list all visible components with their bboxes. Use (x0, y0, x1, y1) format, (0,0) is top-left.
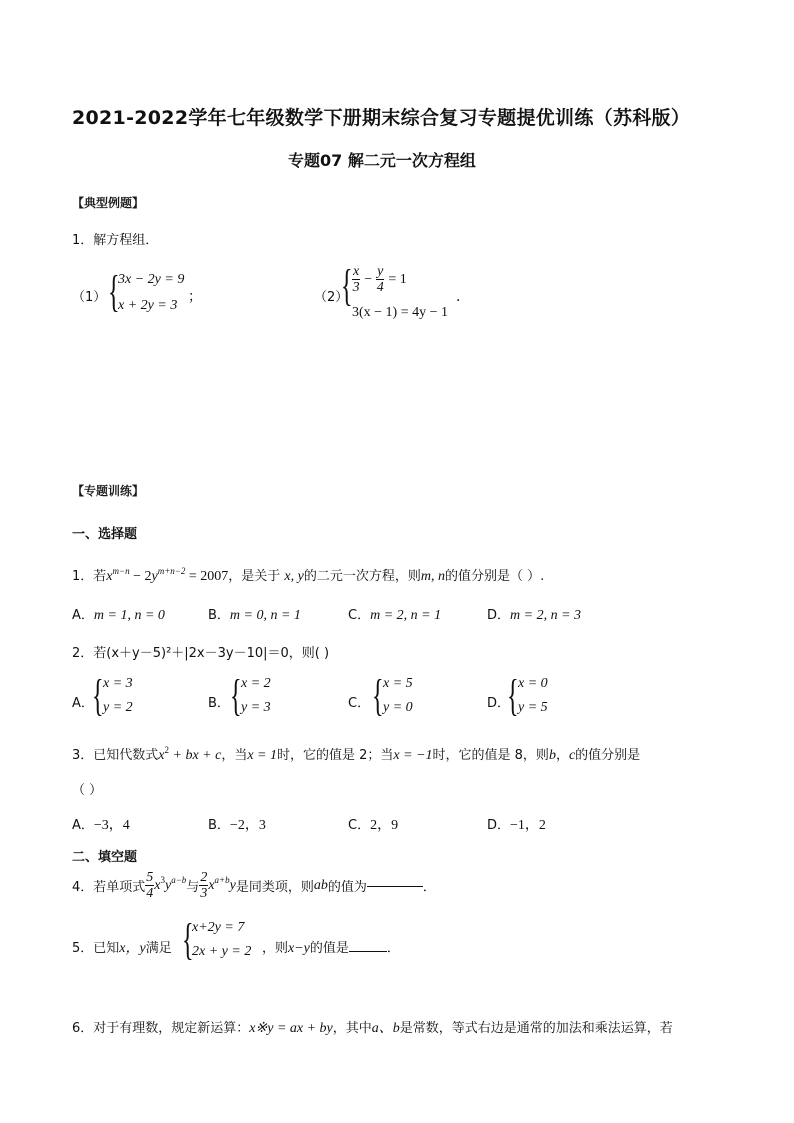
product-ab: ab (313, 877, 328, 893)
question-1-text-c: 的值分别是（ ）. (444, 569, 545, 584)
question-5-end: ． (386, 941, 400, 956)
option-line-1: x = 0 (518, 676, 548, 691)
question-5-tail-group (262, 937, 400, 957)
example-question-1-stem: 1．解方程组． (72, 233, 159, 248)
option-text: m = 2, n = 3 (510, 608, 582, 623)
system-brace: { (341, 261, 353, 310)
fraction-numerator: y (377, 264, 384, 279)
exponent: 2 (164, 745, 169, 755)
var-b: b (548, 748, 556, 763)
question-2-option-c[interactable] (348, 671, 448, 722)
question-5-equation-2: 2x + y = 2 (192, 944, 252, 959)
exponent-2: m+n−2 (157, 566, 186, 576)
question-3-option-c[interactable] (348, 814, 398, 834)
question-2-stem: 2．若(x＋y－5)²＋|2x－3y－10|＝0，则( ) (72, 646, 330, 661)
option-label: D． (487, 696, 511, 711)
question-3-text-c: 时，它的值是 2；当 (277, 748, 394, 763)
example-part-1-end: ； (188, 290, 202, 305)
answer-blank[interactable] (367, 885, 423, 887)
vars-xy: x, y (284, 569, 304, 584)
question-5-prefix: 5．已知 (72, 941, 120, 956)
fraction (352, 264, 360, 295)
condition-1: x = 1 (247, 748, 278, 763)
question-5-equation-1: x+2y = 7 (192, 920, 245, 935)
fraction-denominator: 4 (376, 280, 384, 295)
constants-ab: a、b (371, 1021, 400, 1036)
example-part-1-equation-1: 3x − 2y = 9 (118, 272, 185, 287)
system-brace: { (372, 671, 384, 720)
example-part-2-end: ． (456, 290, 470, 305)
question-6-text-b: 是常数，等式右边是通常的加法和乘法运算，若 (399, 1021, 673, 1036)
option-line-2: y = 5 (518, 700, 548, 715)
section-tag-training: 【专题训练】 (72, 484, 145, 498)
question-4-text-a: 是同类项，则 (235, 880, 314, 895)
vars-xy: x，y (119, 941, 146, 956)
question-3-text-d: 时，它的值是 8，则 (432, 748, 549, 763)
option-label: A． (72, 696, 94, 711)
fraction (199, 870, 208, 901)
fraction-numerator: x (353, 264, 360, 279)
example-part-1-equation-2: x + 2y = 3 (118, 298, 178, 313)
question-1-stem (72, 565, 544, 585)
exponent-1: m−n (112, 566, 130, 576)
example-part-2-label: （2） (314, 290, 349, 305)
option-text: −1，2 (510, 818, 546, 833)
question-4-end: ． (422, 880, 436, 895)
question-5-text-a: ，则 (262, 941, 289, 956)
option-label: A． (72, 608, 94, 623)
fraction-numerator: 5 (146, 870, 154, 885)
option-label: D． (487, 608, 511, 623)
fraction (376, 264, 384, 295)
fraction-denominator: 4 (146, 886, 154, 901)
section-heading-multiple-choice: 一、选择题 (72, 527, 138, 542)
expression-x: x (158, 748, 165, 763)
option-label: D． (487, 818, 511, 833)
system-brace: { (92, 671, 104, 720)
fraction-numerator: 2 (200, 870, 208, 885)
system-brace: { (182, 915, 194, 964)
option-text: 2，9 (370, 818, 399, 833)
question-1-option-d[interactable] (487, 604, 581, 624)
question-3-option-b[interactable] (208, 814, 266, 834)
question-4-text-b: 的值为 (327, 880, 367, 895)
answer-blank[interactable] (349, 950, 387, 952)
var-y: y (151, 569, 158, 584)
system-brace: { (507, 671, 519, 720)
question-1-option-b[interactable] (208, 604, 301, 624)
question-3-option-a[interactable] (72, 814, 130, 834)
var-c: c (568, 748, 576, 763)
question-1-option-a[interactable] (72, 604, 165, 624)
option-text: m = 0, n = 1 (229, 608, 301, 623)
fraction-denominator: 3 (352, 280, 360, 295)
question-6-prefix: 6．对于有理数，规定新运算： (72, 1021, 250, 1036)
example-part-2-equation-2: 3(x − 1) = 4y − 1 (352, 305, 449, 320)
section-heading-fill-in: 二、填空题 (72, 850, 138, 865)
question-3-text-e: ， (555, 748, 569, 763)
question-3-answer-paren: （ ） (72, 783, 103, 798)
question-5-text-b: 的值是 (309, 941, 349, 956)
option-line-1: x = 2 (241, 676, 271, 691)
question-4-and: 与 (186, 880, 200, 895)
question-1-option-c[interactable] (348, 604, 441, 624)
term-x: x (208, 877, 215, 893)
system-brace: { (230, 671, 242, 720)
question-4-stem (72, 870, 436, 901)
equation-rhs: = 2007 (185, 569, 229, 584)
question-5-satisfy: 满足 (145, 941, 172, 956)
vars-mn: m, n (420, 569, 445, 584)
option-label: B． (208, 608, 230, 623)
option-label: C． (348, 818, 371, 833)
option-label: A． (72, 818, 94, 833)
exponent: 3 (160, 874, 165, 885)
example-part-1-label: （1） (72, 290, 107, 305)
option-text: −3，4 (93, 818, 130, 833)
question-3-stem (72, 744, 640, 764)
fraction (145, 870, 154, 901)
expression-rest: + bx + c (169, 748, 222, 763)
option-text: m = 1, n = 0 (93, 608, 165, 623)
option-text: m = 2, n = 1 (370, 608, 442, 623)
question-1-text-b: 的二元一次方程，则 (303, 569, 421, 584)
option-line-1: x = 3 (103, 676, 133, 691)
option-line-1: x = 5 (383, 676, 413, 691)
question-6-text-a: ，其中 (332, 1021, 372, 1036)
option-line-2: y = 3 (241, 700, 271, 715)
term-y: y (229, 877, 236, 893)
var-x: x (106, 569, 113, 584)
option-label: B． (208, 818, 230, 833)
exponent: a+b (214, 874, 230, 885)
option-text: −2，3 (229, 818, 266, 833)
option-line-2: y = 0 (383, 700, 413, 715)
expression: x−y (288, 941, 310, 956)
question-3-text-a: 3．已知代数式 (72, 748, 159, 763)
question-5-prefix-group (72, 937, 172, 957)
minus-sign: − (364, 271, 373, 287)
document-subtitle: 专题07 解二元一次方程组 (288, 151, 476, 170)
question-4-prefix: 4．若单项式 (72, 880, 146, 895)
question-2-option-b[interactable] (208, 671, 308, 722)
question-3-text-f: 的值分别是 (575, 748, 641, 763)
system-brace: { (108, 267, 120, 316)
option-label: B． (208, 696, 230, 711)
document-title: 2021-2022学年七年级数学下册期末综合复习专题提优训练（苏科版） (72, 107, 691, 129)
term-y: y (165, 877, 172, 893)
question-2-option-d[interactable] (487, 671, 587, 722)
term-x: x (154, 877, 161, 893)
minus-two: − 2 (129, 569, 152, 584)
new-operation: x※y = ax + by (249, 1021, 333, 1036)
option-label: C． (348, 608, 371, 623)
question-3-text-b: ，当 (221, 748, 248, 763)
question-6-stem (72, 1017, 673, 1037)
fraction-denominator: 3 (200, 886, 208, 901)
equation-rhs: = 1 (388, 271, 407, 287)
question-1-prefix: 1．若 (72, 569, 107, 584)
section-tag-examples: 【典型例题】 (72, 196, 145, 210)
question-2-option-a[interactable] (72, 671, 172, 722)
question-3-option-d[interactable] (487, 814, 546, 834)
option-line-2: y = 2 (103, 700, 133, 715)
exponent: a−b (171, 874, 187, 885)
condition-2: x = −1 (393, 748, 433, 763)
example-part-2-equation-1 (352, 264, 407, 295)
option-label: C． (348, 696, 371, 711)
question-1-text-a: ，是关于 (228, 569, 285, 584)
